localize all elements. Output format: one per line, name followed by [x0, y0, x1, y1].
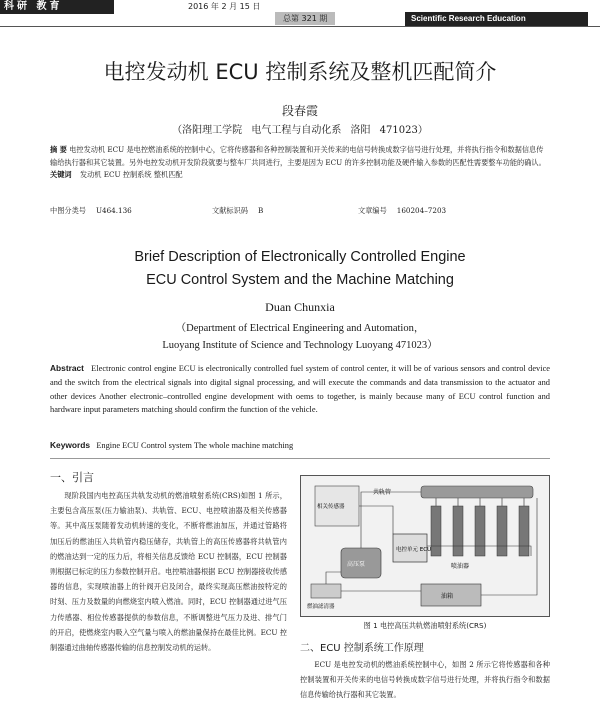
keywords-en-text: Engine ECU Control system The whole machine matching: [96, 441, 294, 450]
chinese-author: 段春霞: [281, 104, 318, 118]
injector-shape: [519, 506, 529, 556]
issue-date: 2016 年 2 月 15 日: [188, 2, 261, 11]
journal-name: Scientific Research Education: [405, 12, 588, 26]
rail-shape: [421, 486, 533, 498]
section-2-heading: 二、ECU 控制系统工作原理: [300, 643, 424, 654]
injector-shape: [475, 506, 485, 556]
chinese-title: 电控发动机 ECU 控制系统及整机匹配简介: [103, 60, 497, 84]
abstract-en-text: Electronic control engine ECU is electronically controlled fuel system of control center, it will be of various sensors and control device and the switch from the electrical signals into digital signal processing, and will execute the commands and data transmission to the actuator and other devices Another electronic–controlled engine development with oems to together, is mainly because many of ECU control function and hardware input parameters matching should confirm the function of the vehicle.: [50, 364, 551, 415]
english-keywords: [50, 440, 293, 450]
abstract-cn-label: 摘 要: [50, 145, 67, 154]
abstract-cn-text: 电控发动机 ECU 是电控燃油系统的控制中心，它将传感器和各种控制装置和开关传来的电信号转换成数字信号进行处理，并将执行指令和数据信息传输给执行器和其它装置。另外电控发动机开发阶段就要与整车厂共同进行，主要是因为 ECU 的许多控制功能及硬件输入参数的匹配性需要整车功能的确认。: [50, 145, 546, 167]
label-tank: 油箱: [441, 593, 454, 600]
label-filter: 燃油滤清器: [307, 604, 335, 610]
figure-1-caption: 图 1 电控高压共轨燃油喷射系统(CRS): [363, 621, 487, 630]
chinese-affiliation: （洛阳理工学院 电气工程与自动化系 洛阳 471023）: [172, 125, 428, 136]
english-author: Duan Chunxia: [265, 300, 335, 314]
label-sensors: 相关传感器: [317, 504, 345, 510]
classification-number: 中图分类号 U464.136: [50, 206, 132, 215]
issue-number: 总第 321 期: [275, 12, 335, 25]
journal-logo: 科研 教育: [0, 0, 114, 14]
header-rule: [0, 26, 600, 27]
english-abstract: [50, 362, 550, 417]
english-title-line-1: Brief Description of Electronically Controlled Engine: [134, 249, 466, 265]
abstract-en-label: Abstract: [50, 363, 84, 373]
label-rail: 共轨管: [373, 489, 392, 496]
english-title: [0, 246, 600, 292]
injector-shape: [453, 506, 463, 556]
document-code: 文献标识码 B: [212, 206, 264, 215]
label-ecu: 电控单元 ECU: [396, 547, 432, 553]
keywords-cn-text: 发动机 ECU 控制系统 整机匹配: [79, 170, 183, 179]
section-divider: [50, 458, 550, 459]
page-header: [0, 0, 600, 28]
injector-shape: [431, 506, 441, 556]
keywords-cn-label: 关键词: [50, 170, 72, 179]
paragraph: ECU 是电控发动机的燃油系统控制中心，如图 2 所示它将传感器和各种控制装置和开关传来的电信号转换成数字信号进行处理，并将执行指令和数据信息传输给执行器和其它装置。: [300, 660, 550, 700]
english-affiliation: （Department of Electrical Engineering and Automation， Luoyang Institute of Science and Technology Luoyang 471023）: [162, 323, 438, 351]
label-injector: 喷油器: [451, 563, 470, 570]
filter-shape: [311, 584, 341, 598]
section-2-body: [300, 657, 550, 703]
label-pump: 高压泵: [347, 561, 366, 568]
injector-shape: [497, 506, 507, 556]
crs-diagram: [301, 476, 549, 616]
english-title-line-2: ECU Control System and the Machine Matching: [146, 272, 454, 288]
chinese-abstract: [50, 144, 550, 182]
article-number: 文章编号 160204–7203: [358, 206, 447, 215]
paragraph: 现阶段国内电控高压共轨发动机的燃油喷射系统(CRS)如图 1 所示，主要包含高压泵(压力输油泵)、共轨管、ECU、电控喷油器及相关传感器等。其中高压泵随着发动机转速的变化，不断将燃油加压，并通过管路将加压后的燃油压入共轨管内稳压储存，共轨管上的高压传感器将共轨管内的燃油达到一定的压力后，将相关信息反馈给 ECU 控制器，ECU 控制器则根据已标定的压力参数控制开启。电控喷油器根据 ECU 控制器接收传感器的信息，实现喷油器上的针阀开启及闭合，最终实现高压燃油按特定的时刻、压力及数量的向燃烧室内喷入燃油。同时，ECU 控制器通过进气压力传感器、相位传感器提供的参数信息，不断调整进气压力及进、排气门的开启，使燃烧室内吸入空气量与喷入的燃油量保持在最佳比例。ECU 控制器通过曲轴传感器传输的信息控制发动机的运转。: [50, 491, 288, 653]
section-1-body: [50, 488, 287, 655]
section-1-heading: 一、引言: [50, 471, 94, 484]
keywords-en-label: Keywords: [50, 440, 91, 450]
figure-1: [300, 475, 550, 617]
